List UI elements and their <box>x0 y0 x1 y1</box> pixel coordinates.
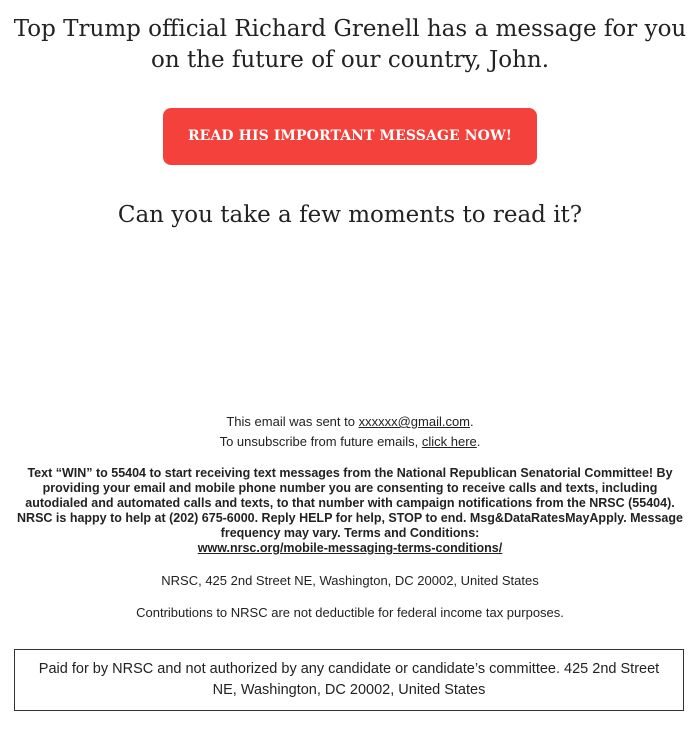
tax-disclaimer: Contributions to NRSC are not deductible for federal income tax purposes. <box>136 605 564 620</box>
sent-to-line <box>16 412 684 432</box>
headline-line-1: Top Trump official Richard Grenell has a message for you <box>13 16 687 42</box>
paid-for-text: Paid for by NRSC and not authorized by any candidate or candidate’s committee. 425 2nd Street NE, Washington, DC 20002, United States <box>38 661 660 698</box>
unsubscribe-line <box>16 432 684 452</box>
email-footer <box>16 412 684 622</box>
sms-disclosure-text: Text “WIN” to 55404 to start receiving text messages from the National Republican Senatorial Committee! By providing your email and mobile phone number you are consenting to receive calls and texts, including autodialed and automated calls and texts, to that number with campaign notifications from the NRSC (55404). NRSC is happy to help at (202) 675-6000. Reply HELP for help, STOP to end. Msg&DataRatesMayApply. Message frequency may vary. Terms and Conditions: <box>17 466 683 540</box>
headline-line-2: on the future of our country, John. <box>150 47 550 73</box>
sent-to-prefix: This email was sent to <box>226 414 359 429</box>
headline <box>0 14 700 76</box>
paid-for-disclaimer-box <box>14 649 684 711</box>
recipient-email-link[interactable]: xxxxxx@gmail.com <box>358 414 471 429</box>
unsubscribe-suffix: . <box>476 434 481 449</box>
terms-conditions-link[interactable]: www.nrsc.org/mobile-messaging-terms-conditions/ <box>197 541 503 555</box>
sms-disclosure <box>16 466 684 556</box>
sent-to-suffix: . <box>470 414 474 429</box>
cta-container <box>0 108 700 165</box>
unsubscribe-prefix: To unsubscribe from future emails, <box>219 434 422 449</box>
read-message-button[interactable]: READ HIS IMPORTANT MESSAGE NOW! <box>163 108 537 165</box>
unsubscribe-link[interactable]: click here <box>421 434 477 449</box>
mailing-address: NRSC, 425 2nd Street NE, Washington, DC 20002, United States <box>161 573 539 588</box>
subhead: Can you take a few moments to read it? <box>117 202 583 228</box>
